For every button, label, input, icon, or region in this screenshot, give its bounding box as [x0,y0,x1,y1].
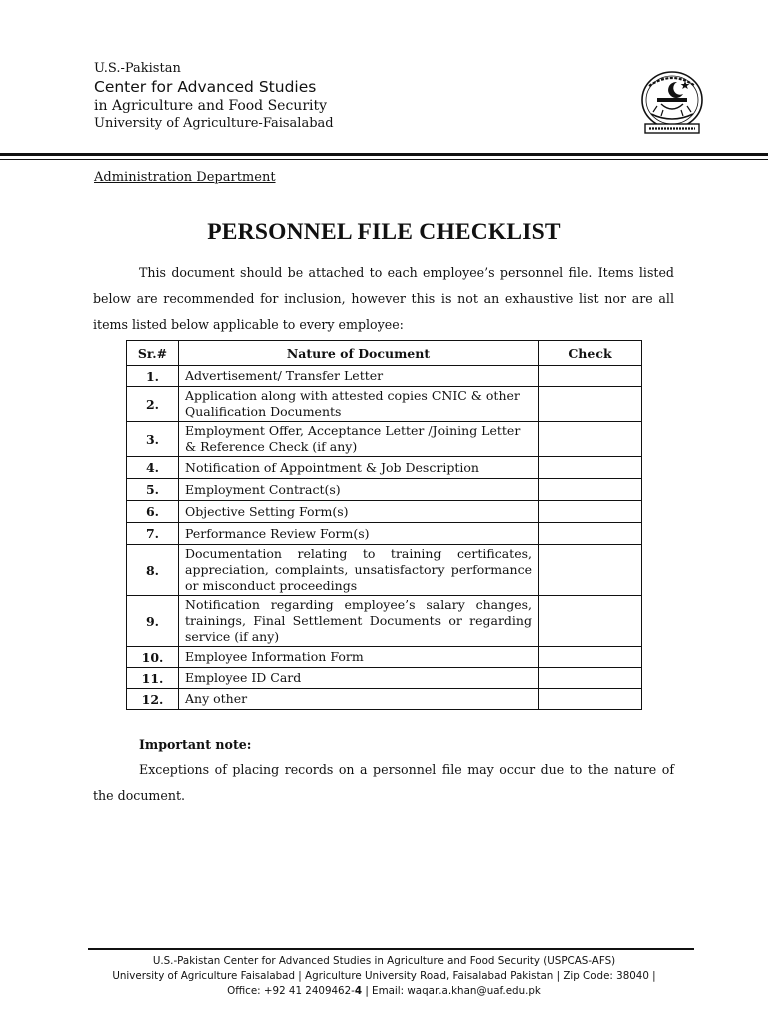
department-label: Administration Department [94,170,276,185]
page-footer [60,954,708,999]
header-sr: Sr.# [127,341,179,366]
row-number: 9. [127,596,179,647]
header-line-4: University of Agriculture-Faisalabad [94,116,334,131]
footer-line-1: U.S.-Pakistan Center for Advanced Studies in Agriculture and Food Security (USPCAS-AFS) [152,955,616,967]
row-check-cell[interactable] [538,689,641,710]
row-document: Employee Information Form [179,647,539,668]
table-row [127,596,642,647]
row-document: Documentation relating to training certificates, appreciation, complaints, unsatisfactory performance or misconduct proceedings [179,545,539,596]
row-check-cell[interactable] [538,501,641,523]
row-check-cell[interactable] [538,422,641,457]
row-document: Employment Offer, Acceptance Letter /Joining Letter & Reference Check (if any) [179,422,539,457]
row-document: Notification of Appointment & Job Description [179,457,539,479]
page-title: PERSONNEL FILE CHECKLIST [207,219,561,245]
row-number: 2. [127,387,179,422]
row-check-cell[interactable] [538,545,641,596]
row-check-cell[interactable] [538,647,641,668]
footer-email: | Email: waqar.a.khan@uaf.edu.pk [362,985,541,997]
row-number: 8. [127,545,179,596]
table-row [127,366,642,387]
row-document: Employee ID Card [179,668,539,689]
table-row [127,647,642,668]
row-check-cell[interactable] [538,366,641,387]
row-check-cell[interactable] [538,596,641,647]
footer-office: Office: +92 41 2409462- [227,985,355,997]
header-line-1: U.S.-Pakistan [94,61,181,76]
footer-line-3 [60,984,708,999]
note-text: Exceptions of placing records on a personnel file may occur due to the nature of the document. [93,762,674,803]
row-number: 10. [127,647,179,668]
row-check-cell[interactable] [538,668,641,689]
header-check: Check [538,341,641,366]
footer-line-2: University of Agriculture Faisalabad | Agriculture University Road, Faisalabad Pakistan | Zip Code: 38040 | [112,970,656,982]
row-check-cell[interactable] [538,523,641,545]
header-doc: Nature of Document [179,341,539,366]
row-number: 6. [127,501,179,523]
note-heading: Important note: [139,737,252,752]
header-line-2: Center for Advanced Studies [94,78,317,96]
table-row [127,545,642,596]
row-number: 5. [127,479,179,501]
row-number: 1. [127,366,179,387]
row-number: 7. [127,523,179,545]
header-rule-thick [0,153,768,156]
intro-paragraph: This document should be attached to each employee’s personnel file. Items listed below are recommended for inclusion, however this is not an exhaustive list nor are all items listed below applicable to every employee: [93,265,674,332]
header-line-3: in Agriculture and Food Security [94,98,328,114]
institution-header [94,60,334,132]
row-check-cell[interactable] [538,457,641,479]
checklist-table [126,340,642,710]
row-check-cell[interactable] [538,479,641,501]
row-document: Performance Review Form(s) [179,523,539,545]
table-row [127,479,642,501]
row-document: Advertisement/ Transfer Letter [179,366,539,387]
row-document: Objective Setting Form(s) [179,501,539,523]
table-row [127,501,642,523]
table-row [127,387,642,422]
footer-rule [88,948,694,950]
row-number: 3. [127,422,179,457]
table-row [127,689,642,710]
table-row [127,668,642,689]
footer-office-ext: 4 [354,985,363,997]
row-number: 11. [127,668,179,689]
row-document: Employment Contract(s) [179,479,539,501]
header-rule-thin [0,159,768,160]
row-number: 4. [127,457,179,479]
row-document: Application along with attested copies CNIC & other Qualification Documents [179,387,539,422]
table-row [127,523,642,545]
row-check-cell[interactable] [538,387,641,422]
table-row [127,422,642,457]
table-row [127,457,642,479]
row-document: Any other [179,689,539,710]
table-header-row [127,341,642,366]
university-seal-icon [633,68,711,136]
row-document: Notification regarding employee’s salary changes, trainings, Final Settlement Documents or regarding service (if any) [179,596,539,647]
row-number: 12. [127,689,179,710]
